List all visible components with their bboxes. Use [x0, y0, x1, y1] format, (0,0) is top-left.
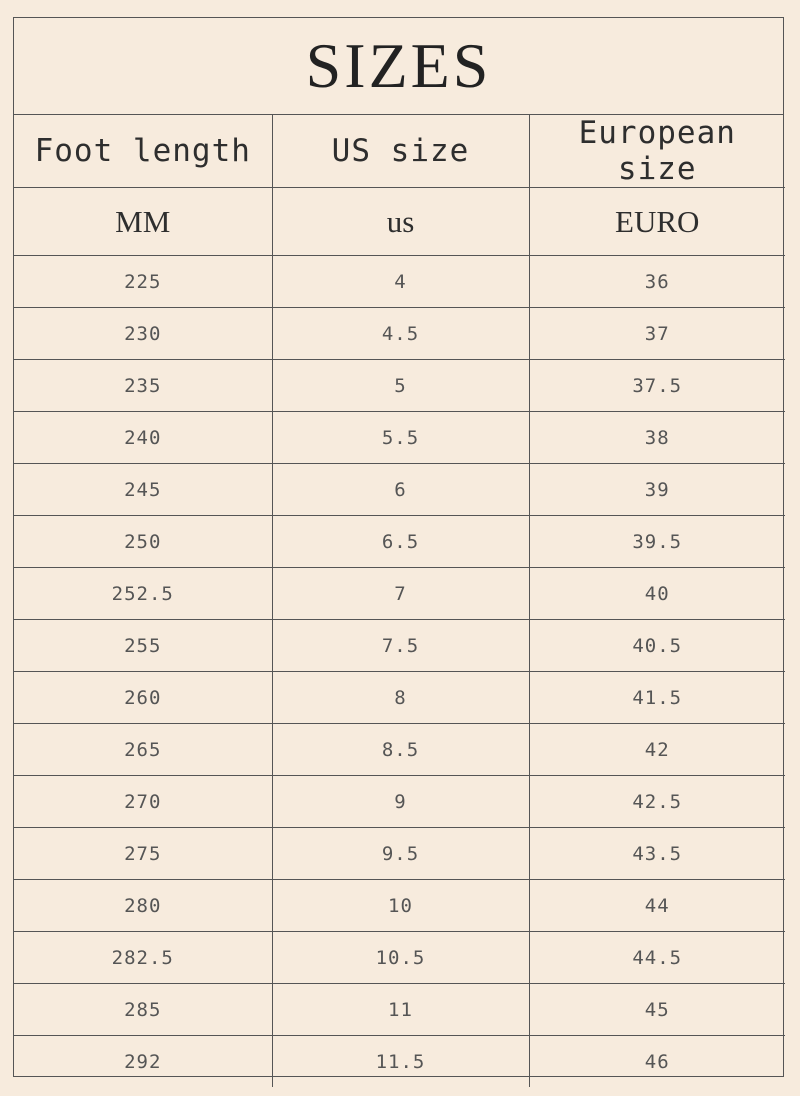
foot-length-cell: 265 [14, 724, 272, 776]
table-row [14, 776, 785, 828]
foot-length-cell: 280 [14, 880, 272, 932]
table-row [14, 308, 785, 360]
us-size-cell: 4 [272, 256, 529, 308]
foot-length-cell: 255 [14, 620, 272, 672]
us-size-cell: 8 [272, 672, 529, 724]
euro-size-cell: 45 [529, 984, 785, 1036]
us-size-cell: 9 [272, 776, 529, 828]
header-us-size: US size [272, 115, 529, 188]
us-size-cell: 5 [272, 360, 529, 412]
us-size-cell: 9.5 [272, 828, 529, 880]
foot-length-cell: 250 [14, 516, 272, 568]
table-row [14, 412, 785, 464]
table-row [14, 724, 785, 776]
us-size-cell: 5.5 [272, 412, 529, 464]
size-chart [13, 17, 784, 1077]
table-row [14, 880, 785, 932]
foot-length-cell: 230 [14, 308, 272, 360]
unit-euro: EURO [529, 188, 785, 256]
header-european-size: European size [529, 115, 785, 188]
euro-size-cell: 36 [529, 256, 785, 308]
us-size-cell: 11 [272, 984, 529, 1036]
euro-size-cell: 46 [644, 1050, 670, 1073]
foot-length-cell: 260 [14, 672, 272, 724]
chart-title: SIZES [305, 30, 492, 101]
us-size-cell: 10 [272, 880, 529, 932]
euro-size-cell: 38 [529, 412, 785, 464]
us-size-cell: 10.5 [272, 932, 529, 984]
table-row [14, 672, 785, 724]
euro-size-cell: 40.5 [529, 620, 785, 672]
table-row [14, 464, 785, 516]
foot-length-cell: 252.5 [14, 568, 272, 620]
foot-length-cell: 282.5 [14, 932, 272, 984]
foot-length-cell: 225 [14, 256, 272, 308]
size-table [14, 115, 785, 1087]
us-size-cell: 4.5 [272, 308, 529, 360]
euro-size-cell: 44 [529, 880, 785, 932]
us-size-cell: 8.5 [272, 724, 529, 776]
foot-length-cell: 275 [14, 828, 272, 880]
table-row [14, 516, 785, 568]
foot-length-cell: 270 [14, 776, 272, 828]
us-size-cell: 7.5 [272, 620, 529, 672]
foot-length-cell: 285 [14, 984, 272, 1036]
table-row [14, 932, 785, 984]
unit-mm: MM [14, 188, 272, 256]
table-row [14, 360, 785, 412]
euro-size-cell: 39.5 [529, 516, 785, 568]
euro-size-cell: 44.5 [529, 932, 785, 984]
euro-size-cell: 43.5 [529, 828, 785, 880]
euro-size-cell: 40 [529, 568, 785, 620]
unit-row [14, 188, 785, 256]
foot-length-cell: 292 [14, 1036, 272, 1088]
table-row [14, 1036, 785, 1088]
foot-length-cell: 240 [14, 412, 272, 464]
header-foot-length: Foot length [14, 115, 272, 188]
header-row [14, 115, 785, 188]
us-size-cell: 11.5 [272, 1036, 529, 1088]
us-size-cell: 7 [272, 568, 529, 620]
table-row [14, 620, 785, 672]
foot-length-cell: 245 [14, 464, 272, 516]
foot-length-cell: 235 [14, 360, 272, 412]
table-row [14, 828, 785, 880]
euro-size-cell: 42 [529, 724, 785, 776]
unit-us: us [272, 188, 529, 256]
euro-size-cell: 37.5 [529, 360, 785, 412]
euro-size-cell: 37 [529, 308, 785, 360]
title-row [14, 18, 783, 115]
table-row [14, 568, 785, 620]
table-row [14, 256, 785, 308]
table-row [14, 984, 785, 1036]
us-size-cell: 6 [272, 464, 529, 516]
euro-size-cell: 42.5 [529, 776, 785, 828]
euro-size-cell: 41.5 [529, 672, 785, 724]
euro-size-cell: 39 [529, 464, 785, 516]
us-size-cell: 6.5 [272, 516, 529, 568]
size-table-body [14, 256, 785, 1088]
